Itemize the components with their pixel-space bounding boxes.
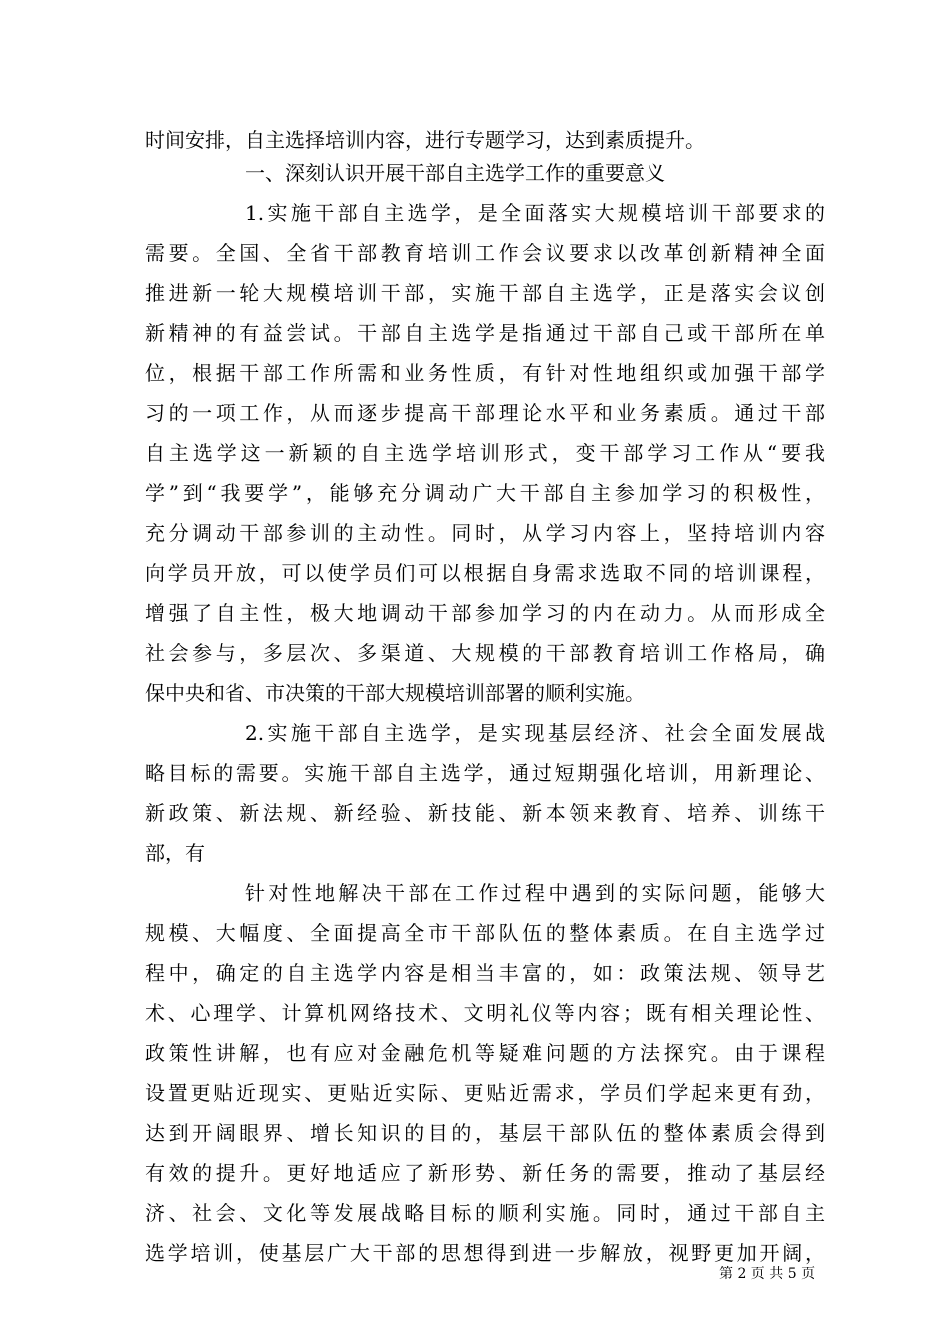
body-line-5: 推进新一轮大规模培训干部，实施干部自主选学，正是落实会议创 [145, 281, 825, 305]
body-line-14: 社会参与，多层次、多渠道、大规模的干部教育培训工作格局，确 [145, 641, 825, 665]
body-line-3: 1.实施干部自主选学，是全面落实大规模培训干部要求的 [245, 201, 825, 225]
body-line-1: 时间安排，自主选择培训内容，进行专题学习，达到素质提升。 [145, 128, 705, 152]
body-line-18: 新政策、新法规、新经验、新技能、新本领来教育、培养、训练干 [145, 801, 825, 825]
body-line-8: 习的一项工作，从而逐步提高干部理论水平和业务素质。通过干部 [145, 401, 825, 425]
body-line-25: 设置更贴近现实、更贴近实际、更贴近需求，学员们学起来更有劲， [145, 1081, 825, 1105]
section-heading: 一、深刻认识开展干部自主选学工作的重要意义 [245, 161, 665, 185]
body-line-29: 选学培训，使基层广大干部的思想得到进一步解放，视野更加开阔， [145, 1241, 825, 1265]
body-line-11: 充分调动干部参训的主动性。同时，从学习内容上，坚持培训内容 [145, 521, 825, 545]
body-line-26: 达到开阔眼界、增长知识的目的，基层干部队伍的整体素质会得到 [145, 1121, 825, 1145]
body-line-21: 规模、大幅度、全面提高全市干部队伍的整体素质。在自主选学过 [145, 921, 825, 945]
body-line-17: 略目标的需要。实施干部自主选学，通过短期强化培训，用新理论、 [145, 761, 825, 785]
body-line-22: 程中，确定的自主选学内容是相当丰富的，如：政策法规、领导艺 [145, 961, 825, 985]
body-line-7: 位，根据干部工作所需和业务性质，有针对性地组织或加强干部学 [145, 361, 825, 385]
body-line-24: 政策性讲解，也有应对金融危机等疑难问题的方法探究。由于课程 [145, 1041, 825, 1065]
body-line-13: 增强了自主性，极大地调动干部参加学习的内在动力。从而形成全 [145, 601, 825, 625]
body-line-23: 术、心理学、计算机网络技术、文明礼仪等内容；既有相关理论性、 [145, 1001, 825, 1025]
body-line-15: 保中央和省、市决策的干部大规模培训部署的顺利实施。 [145, 681, 645, 705]
body-line-28: 济、社会、文化等发展战略目标的顺利实施。同时，通过干部自主 [145, 1201, 825, 1225]
body-line-16: 2.实施干部自主选学，是实现基层经济、社会全面发展战 [245, 721, 825, 745]
body-line-4: 需要。全国、全省干部教育培训工作会议要求以改革创新精神全面 [145, 241, 825, 265]
body-line-27: 有效的提升。更好地适应了新形势、新任务的需要，推动了基层经 [145, 1161, 825, 1185]
body-line-9: 自主选学这一新颖的自主选学培训形式，变干部学习工作从“要我 [145, 441, 825, 465]
body-line-20: 针对性地解决干部在工作过程中遇到的实际问题，能够大 [245, 881, 825, 905]
body-line-12: 向学员开放，可以使学员们可以根据自身需求选取不同的培训课程， [145, 561, 825, 585]
page-number-footer: 第 2 页 共 5 页 [719, 1266, 816, 1282]
body-line-6: 新精神的有益尝试。干部自主选学是指通过干部自己或干部所在单 [145, 321, 825, 345]
body-line-19: 部，有 [145, 841, 205, 865]
body-line-10: 学”到“我要学”，能够充分调动广大干部自主参加学习的积极性， [145, 481, 825, 505]
